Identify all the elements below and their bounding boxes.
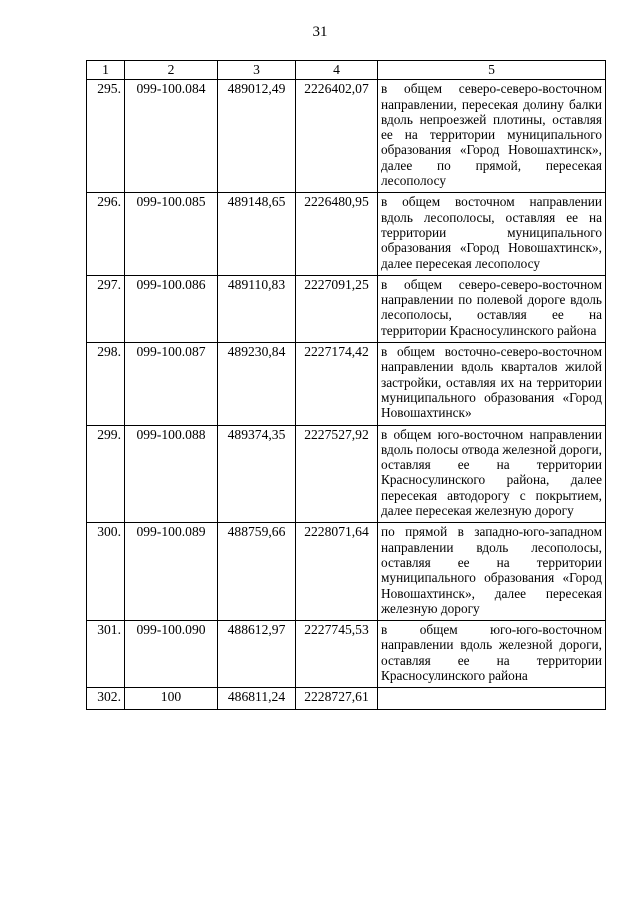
page-number: 31 [312,24,328,40]
boundary-description: в общем северо-северо-восточном направлении по полевой дороге вдоль лесополосы, оставляя ее на территории Красносулинского района [378,275,606,342]
coordinate-y: 2228071,64 [296,523,378,621]
row-number: 301. [87,621,125,688]
coordinate-y: 2227091,25 [296,275,378,342]
coordinate-x: 489110,83 [218,275,296,342]
coordinate-y: 2228727,61 [296,688,378,709]
table-row [87,80,606,193]
table-row [87,343,606,425]
point-id: 099-100.086 [125,275,218,342]
coordinate-x: 486811,24 [218,688,296,709]
row-number: 302. [87,688,125,709]
row-number: 296. [87,193,125,275]
row-number: 299. [87,425,125,523]
point-id: 099-100.090 [125,621,218,688]
table-body [87,80,606,709]
coordinate-y: 2226402,07 [296,80,378,193]
point-id: 099-100.084 [125,80,218,193]
boundary-points-table [86,60,606,710]
table-row [87,193,606,275]
boundary-description: в общем юго-восточном направлении вдоль полосы отвода железной дороги, оставляя ее на территории Красносулинского района, далее пересекая автодорогу с покрытием, далее пересекая железную дорогу [378,425,606,523]
column-header-x: 3 [218,61,296,80]
column-header-number: 1 [87,61,125,80]
point-id: 099-100.087 [125,343,218,425]
boundary-description: по прямой в западно-юго-западном направлении вдоль лесополосы, оставляя ее на территории муниципального образования «Город Новошахтинск», далее пересекая железную дорогу [378,523,606,621]
boundary-description: в общем восточном направлении вдоль лесополосы, оставляя ее на территории муниципального образования «Город Новошахтинск», далее пересекая лесополосу [378,193,606,275]
boundary-description: в общем восточно-северо-восточном направлении вдоль кварталов жилой застройки, оставляя их на территории муниципального образования «Город Новошахтинск» [378,343,606,425]
header-row [87,61,606,80]
table-row [87,688,606,709]
coordinate-x: 489012,49 [218,80,296,193]
coordinate-x: 489374,35 [218,425,296,523]
column-header-description: 5 [378,61,606,80]
table-row [87,523,606,621]
coordinate-x: 489230,84 [218,343,296,425]
point-id: 099-100.085 [125,193,218,275]
table-row [87,621,606,688]
table-row [87,275,606,342]
table-header [87,61,606,80]
column-header-y: 4 [296,61,378,80]
coordinate-y: 2227174,42 [296,343,378,425]
point-id: 100 [125,688,218,709]
row-number: 295. [87,80,125,193]
coordinate-x: 488759,66 [218,523,296,621]
point-id: 099-100.089 [125,523,218,621]
row-number: 297. [87,275,125,342]
boundary-description [378,688,606,709]
table-row [87,425,606,523]
boundary-description: в общем северо-северо-восточном направлении, пересекая долину балки вдоль непроезжей плотины, оставляя ее на территории муниципального образования «Город Новошахтинск», далее по прямой, пересекая лесополосу [378,80,606,193]
point-id: 099-100.088 [125,425,218,523]
coordinate-y: 2226480,95 [296,193,378,275]
row-number: 300. [87,523,125,621]
coordinate-x: 488612,97 [218,621,296,688]
coordinate-y: 2227527,92 [296,425,378,523]
row-number: 298. [87,343,125,425]
coordinate-x: 489148,65 [218,193,296,275]
column-header-point-id: 2 [125,61,218,80]
coordinate-y: 2227745,53 [296,621,378,688]
boundary-description: в общем юго-юго-восточном направлении вдоль железной дороги, оставляя ее на территории Красносулинского района [378,621,606,688]
